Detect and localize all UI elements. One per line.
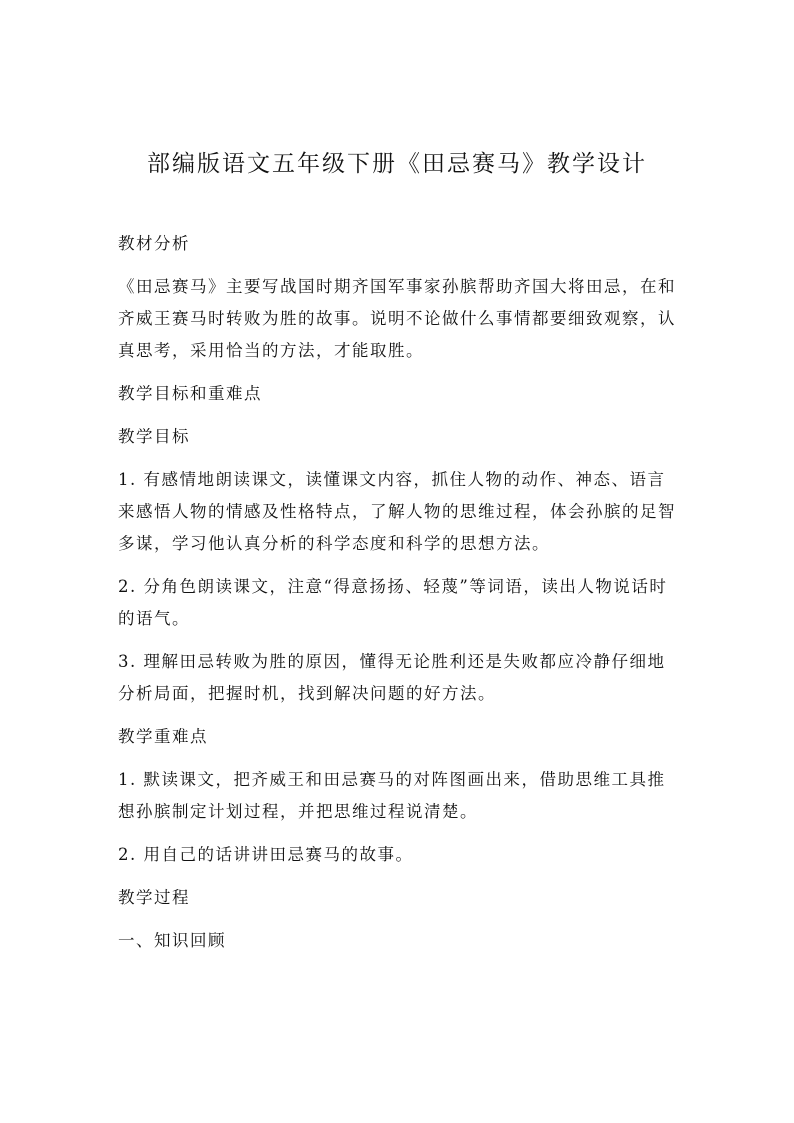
difficulty-item-1: 1. 默读课文，把齐威王和田忌赛马的对阵图画出来，借助思维工具推想孙膑制定计划过程，并把思维过程说清楚。	[118, 770, 666, 821]
heading-key-difficulties: 教学重难点	[118, 727, 208, 746]
heading-teaching-goals: 教学目标	[118, 427, 190, 446]
heading-teaching-process: 教学过程	[118, 888, 190, 907]
heading-textbook-analysis: 教材分析	[118, 234, 190, 253]
heading-goals-and-key-points: 教学目标和重难点	[118, 384, 262, 403]
paragraph-textbook-analysis: 《田忌赛马》主要写战国时期齐国军事家孙膑帮助齐国大将田忌，在和齐威王赛马时转败为胜的故事。说明不论做什么事情都要细致观察，认真思考，采用恰当的方法，才能取胜。	[118, 277, 676, 360]
heading-knowledge-review: 一、知识回顾	[118, 931, 226, 950]
goal-item-3: 3. 理解田忌转败为胜的原因，懂得无论胜利还是失败都应冷静仔细地分析局面，把握时机，找到解决问题的好方法。	[118, 652, 666, 703]
goal-item-2: 2. 分角色朗读课文，注意“得意扬扬、轻蔑”等词语，读出人物说话时的语气。	[118, 577, 668, 628]
goal-item-1: 1. 有感情地朗读课文，读懂课文内容，抓住人物的动作、神态、语言来感悟人物的情感及性格特点，了解人物的思维过程，体会孙膑的足智多谋，学习他认真分析的科学态度和科学的思想方法。	[118, 470, 676, 553]
document-title: 部编版语文五年级下册《田忌赛马》教学设计	[147, 151, 647, 177]
document-body	[118, 228, 682, 968]
difficulty-item-2: 2. 用自己的话讲讲田忌赛马的故事。	[118, 845, 414, 864]
